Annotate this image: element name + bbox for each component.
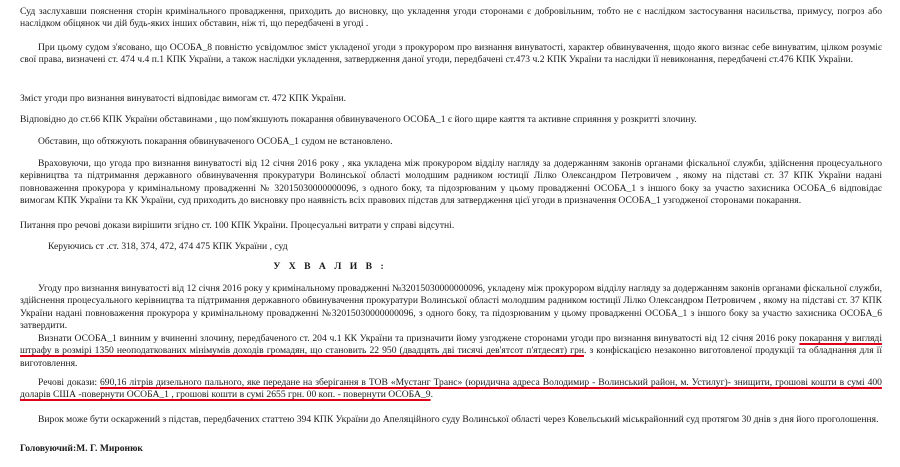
paragraph-guided-by: Керуючись ст .ст. 318, 374, 472, 474 475 КПК України , суд [48, 241, 288, 252]
paragraph-evidence-costs: Питання про речові докази вирішити згідно ст. 100 КПК України. Процесуальні витрати у справі відсутні. [20, 220, 455, 231]
judge-label: Головуючий: [20, 443, 77, 454]
verdict-tail: . з конфіскацією незаконно виготовленої продукції та обладнання для її виготовлення. [20, 345, 882, 369]
paragraph-considering: Враховуючи, що угода про визнання винуватості від 12 січня 2016 року , яка укладена між прокурором відділу нагляду за додержанням законів органами фіскальної служби, здійснення процесуального керівництва та підтримання державного обвинувачення прокуратури Волинської області молодшим радником юстиції Лілко Олександром Петровичем , якому на підставі ст. 37 КПК України надані повноваження прокурора у кримінальному провадженні № 32015030000000096, з одного боку, та підозрюваним у цьому провадженні ОСОБА_1 з іншого боку за участю захисника ОСОБА_6 відповідає вимогам КПК України та КК України, суд приходить до висновку про наявність всіх правових підстав для затвердження цієї угоди в призначення ОСОБА_1 узгодженої сторонами покарання. [20, 158, 882, 207]
ruling-heading: У Х В А Л И В : [273, 261, 387, 272]
presiding-judge [20, 443, 143, 455]
paragraph-evidence [20, 377, 882, 402]
paragraph-appeal: Вирок може бути оскаржений з підстав, передбачених статтею 394 КПК України до Апеляційного суду Волинської області через Ковельський міськрайонний суд протягом 30 днів з дня його проголошення. [38, 414, 879, 425]
judge-name: М. Г. Миронюк [76, 443, 143, 454]
verdict-highlight: покарання у вигляді штрафу в розмірі 1350 неоподаткованих мінімумів доходів громадян, що становить 22 950 (двадцять дві тисячі дев'ятсот п'ятдесят) грн [20, 333, 882, 357]
paragraph-aggravating: Обставин, що обтяжують покарання обвинуваченого ОСОБА_1 судом не встановлено. [38, 136, 393, 147]
paragraph-approve-agreement: Угоду про визнання винуватості від 12 січня 2016 року у кримінальному провадженні №32015030000000096, укладену між прокурором відділу нагляду за додержанням законів органами фіскальної служби, здійснення процесуального керівництва та підтримання державного обвинувачення прокуратури Волинської області молодшим радником юстиції Лілко Олександром Петровичем , якому на підставі ст. 37 КПК України надані повноваження прокурора у кримінальному провадженні №32015030000000096, з одного боку, та підозрюваним у цьому провадженні ОСОБА_1 з іншого боку за участю захисника ОСОБА_6 затвердити. [20, 283, 882, 332]
paragraph-voluntariness: Суд заслухавши пояснення сторін кримінального провадження, приходить до висновку, що укладення угоди сторонами є добровільним, тобто не є наслідком застосування насильства, примусу, погроз або наслідком обіцянок чи дій будь-яких інших обставин, ніж ті, що передбачені в угоді . [20, 6, 882, 30]
evidence-tail: . [430, 389, 433, 401]
evidence-highlight: 690,16 літрів дизельного пального, яке передане на зберігання в ТОВ «Мустанг Транс» (юридична адреса Володимир - Волинський район, м. Устилуг)- знищити, грошові кошти в сумі 400 доларів США -повернути ОСОБА_1 , грошові кошти в сумі 2655 грн. 00 коп. - повернути ОСОБА_9 [20, 377, 882, 401]
evidence-lead: Речові докази: [38, 377, 98, 388]
paragraph-awareness: При цьому судом з'ясовано, що ОСОБА_8 повністю усвідомлює зміст укладеної угоди з прокурором про визнання винуватості, характер обвинувачення, щодо якого визнає себе винуватим, цілком розуміє свої права, визначені ст. 474 ч.4 п.1 КПК України, а також наслідки укладення, затвердження даної угоди, передбачені ст.473 ч.2 КПК України та наслідки її невиконання, передбачені ст.476 КПК України. [20, 42, 882, 66]
paragraph-verdict [20, 333, 882, 370]
paragraph-mitigating: Відповідно до ст.66 КПК України обставинами , що пом'якшують покарання обвинуваченого ОСОБА_1 є його щире каяття та активне сприяння у розкритті злочину. [20, 114, 697, 125]
verdict-lead: Визнати ОСОБА_1 винним у вчиненні злочину, передбаченого ст. 204 ч.1 КК України та призначити йому узгоджене сторонами угоди про визнання винуватості від 12 січня 2016 року [38, 333, 797, 344]
paragraph-compliance: Зміст угоди про визнання винуватості відповідає вимогам ст. 472 КПК України. [20, 93, 346, 104]
